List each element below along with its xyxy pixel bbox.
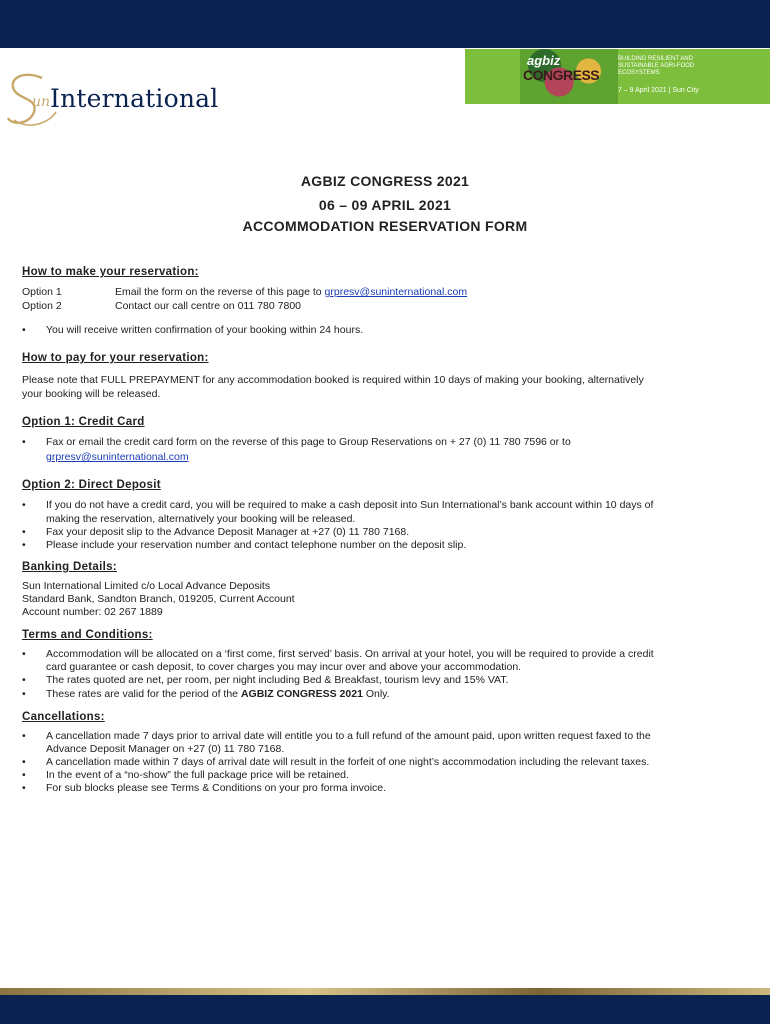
- agbiz-congress-banner: [465, 49, 770, 104]
- bullet-icon: •: [22, 756, 26, 768]
- cancel-bullet3: In the event of a “no-show” the full package price will be retained.: [46, 769, 349, 781]
- terms-bullet3-pre: These rates are valid for the period of the: [46, 688, 241, 700]
- banking-line3: Account number: 02 267 1889: [22, 606, 163, 618]
- bullet-icon: •: [22, 539, 26, 551]
- option2-text: Contact our call centre on 011 780 7800: [115, 300, 302, 312]
- deposit-bullet2: Fax your deposit slip to the Advance Deposit Manager at +27 (0) 11 780 7168.: [46, 526, 410, 538]
- terms-bullet1-line2: card guarantee or cash deposit, to cover charges you may incur over and above your accommodation.: [46, 661, 522, 673]
- deposit-bullet1-line2: making the reservation, alternatively your booking will be released.: [46, 513, 356, 525]
- reservation-heading: How to make your reservation:: [22, 266, 199, 278]
- logo-text: International: [50, 84, 219, 113]
- payment-note-line2: your booking will be released.: [22, 388, 161, 400]
- banking-line1: Sun International Limited c/o Local Advance Deposits: [22, 580, 271, 592]
- confirmation-note: You will receive written confirmation of your booking within 24 hours.: [46, 324, 364, 336]
- deposit-bullet1-line1: If you do not have a credit card, you will be required to make a cash deposit into Sun International’s bank account within 10 days of: [46, 499, 654, 511]
- banner-dates: 7 – 9 April 2021 | Sun City: [618, 87, 699, 94]
- option1-email-link[interactable]: grpresv@suninternational.com: [324, 286, 468, 298]
- payment-heading: How to pay for your reservation:: [22, 352, 209, 364]
- page-dates: 06 – 09 APRIL 2021: [318, 197, 452, 213]
- sun-international-logo: [4, 68, 244, 132]
- banner-agbiz-text: agbiz: [527, 53, 561, 68]
- banking-line2: Standard Bank, Sandton Branch, 019205, Current Account: [22, 593, 295, 605]
- banking-heading: Banking Details:: [22, 561, 117, 573]
- cancel-bullet4: For sub blocks please see Terms & Conditions on your pro forma invoice.: [46, 782, 387, 794]
- credit-card-email-link[interactable]: grpresv@suninternational.com: [46, 451, 189, 463]
- bullet-icon: •: [22, 648, 26, 660]
- bullet-icon: •: [22, 688, 26, 700]
- footer-gold-stripe: [0, 988, 770, 995]
- cancel-bullet2: A cancellation made within 7 days of arrival date will result in the forfeit of one night’s accommodation including the relevant taxes.: [46, 756, 650, 768]
- page-subtitle: ACCOMMODATION RESERVATION FORM: [242, 218, 528, 234]
- option1-description: Email the form on the reverse of this page to: [115, 286, 325, 298]
- bullet-icon: •: [22, 526, 26, 538]
- terms-bullet3-event: AGBIZ CONGRESS 2021: [240, 688, 363, 700]
- terms-bullet3-post: Only.: [362, 688, 390, 700]
- bullet-icon: •: [22, 499, 26, 511]
- banner-congress-text: CONGRESS: [523, 67, 600, 83]
- option2-label: Option 2: [22, 300, 62, 312]
- bullet-icon: •: [22, 674, 26, 686]
- terms-bullet2: The rates quoted are net, per room, per night including Bed & Breakfast, tourism levy and 15% VAT.: [46, 674, 509, 686]
- payment-note-line1: Please note that FULL PREPAYMENT for any accommodation booked is required within 10 days of making your booking, alternatively: [22, 374, 644, 386]
- option1-label: Option 1: [22, 286, 62, 298]
- footer-band: [0, 988, 770, 1024]
- bullet-icon: •: [22, 324, 26, 336]
- bullet-icon: •: [22, 436, 26, 448]
- top-header-bar: [0, 0, 770, 48]
- cancel-bullet1-line2: Advance Deposit Manager on +27 (0) 11 780 7168.: [46, 743, 285, 755]
- deposit-bullet3: Please include your reservation number and contact telephone number on the deposit slip.: [46, 539, 467, 551]
- page-title: AGBIZ CONGRESS 2021: [300, 173, 470, 189]
- credit-card-instruction: Fax or email the credit card form on the reverse of this page to Group Reservations on + 27 (0) 11 780 7596 or to: [46, 436, 571, 448]
- terms-bullet3: [46, 688, 390, 701]
- cancel-bullet1-line1: A cancellation made 7 days prior to arrival date will entitle you to a full refund of the amount paid, upon written request faxed to the: [46, 730, 651, 742]
- terms-bullet1-line1: Accommodation will be allocated on a ‘first come, first served’ basis. On arrival at your hotel, you will be required to provide a credit: [46, 648, 654, 660]
- bullet-icon: •: [22, 769, 26, 781]
- bullet-icon: •: [22, 782, 26, 794]
- banner-tagline: BUILDING RESILIENT AND SUSTAINABLE AGRI-FOOD ECOSYSTEMS: [618, 56, 695, 76]
- footer-navy-bar: [0, 995, 770, 1024]
- bullet-icon: •: [22, 730, 26, 742]
- cancellations-heading: Cancellations:: [22, 711, 105, 723]
- svg-text:un: un: [32, 94, 51, 110]
- terms-heading: Terms and Conditions:: [22, 629, 153, 641]
- direct-deposit-heading: Option 2: Direct Deposit: [22, 479, 161, 491]
- option1-text: [115, 286, 467, 299]
- credit-card-heading: Option 1: Credit Card: [22, 416, 145, 428]
